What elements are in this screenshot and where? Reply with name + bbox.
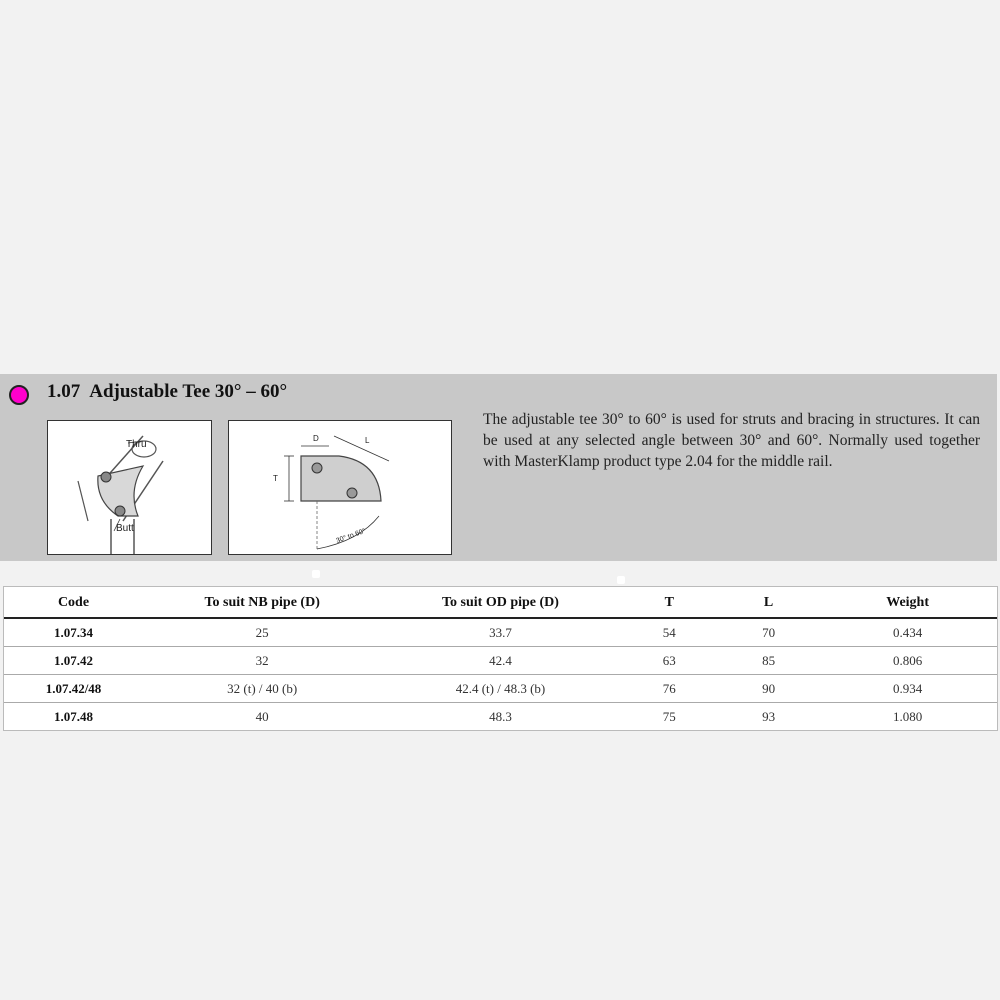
- table-header-row: [4, 587, 997, 618]
- dimension-drawing-icon: [229, 421, 451, 554]
- thru-label: Thru: [126, 439, 147, 450]
- product-name: Adjustable Tee 30° – 60°: [89, 381, 288, 402]
- specification-table: [3, 586, 998, 731]
- cell-t: 76: [620, 675, 719, 703]
- cell-code: 1.07.48: [4, 703, 143, 731]
- col-header-t: T: [620, 587, 719, 618]
- description-text: The adjustable tee 30° to 60° is used for struts and bracing in structures. It can be used at any selected angle between 30° and 60°. Normally used together with MasterKlamp product type 2.04 for the middle rail.: [483, 411, 980, 470]
- table-row: [4, 675, 997, 703]
- t-label: T: [273, 474, 278, 483]
- d-label: D: [313, 434, 319, 443]
- cell-t: 54: [662, 624, 676, 640]
- cell-weight: 0.934: [818, 675, 997, 703]
- cell-code: 1.07.42: [4, 647, 143, 675]
- cell-od: 48.3: [381, 703, 619, 731]
- table-row: [4, 647, 997, 675]
- col-header-od-pipe: To suit OD pipe (D): [381, 587, 619, 618]
- product-photo: [47, 420, 212, 555]
- cell-weight: 1.080: [818, 703, 997, 731]
- cell-od: 33.7: [489, 624, 512, 640]
- cell-t: 63: [620, 647, 719, 675]
- col-header-weight: Weight: [818, 587, 997, 618]
- table-row: [4, 703, 997, 731]
- cell-od: 42.4: [381, 647, 619, 675]
- cell-t: 75: [620, 703, 719, 731]
- technical-drawing: [228, 420, 452, 555]
- col-header-l: L: [719, 587, 818, 618]
- adjustable-tee-sketch-icon: [48, 421, 211, 554]
- cell-od: 42.4 (t) / 48.3 (b): [381, 675, 619, 703]
- col-header-nb-pipe: To suit NB pipe (D): [143, 587, 381, 618]
- product-code: 1.07: [47, 381, 81, 402]
- col-header-code: Code: [4, 587, 143, 618]
- decorative-mark: [617, 576, 625, 584]
- cell-weight: 0.434: [892, 624, 923, 640]
- cell-nb: 32 (t) / 40 (b): [143, 675, 381, 703]
- cell-nb: 40: [143, 703, 381, 731]
- cell-l: 90: [719, 675, 818, 703]
- cell-l: 85: [719, 647, 818, 675]
- butt-label: Butt: [116, 523, 134, 534]
- bullet-icon: [9, 385, 29, 405]
- cell-nb: 32: [143, 647, 381, 675]
- cell-l: 70: [762, 624, 776, 640]
- cell-weight: 0.806: [818, 647, 997, 675]
- cell-code: 1.07.42/48: [4, 675, 143, 703]
- product-title: [47, 381, 287, 403]
- angle-label: 30° to 60°: [335, 527, 367, 545]
- table-row: [4, 618, 997, 647]
- product-description: [483, 409, 980, 472]
- cell-code: 1.07.34: [54, 624, 93, 640]
- cell-l: 93: [719, 703, 818, 731]
- l-label: L: [365, 436, 370, 445]
- decorative-mark: [312, 570, 320, 578]
- cell-nb: 25: [255, 624, 269, 640]
